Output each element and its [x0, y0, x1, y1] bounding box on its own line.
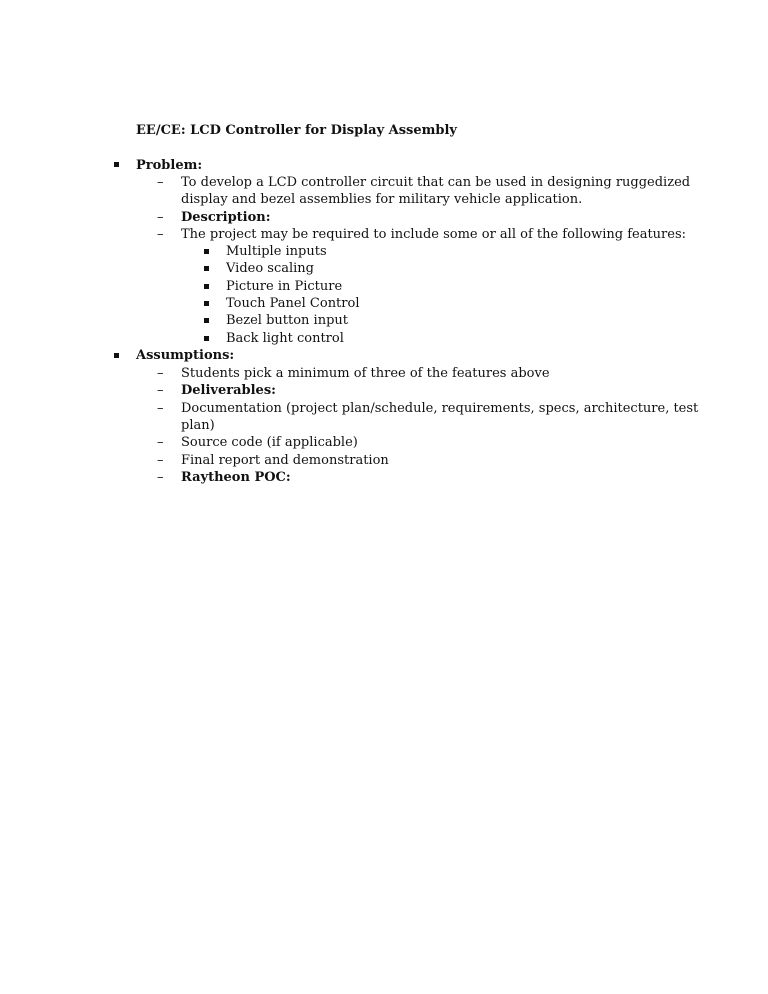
dash-marker: – — [157, 453, 164, 468]
dash-marker: – — [157, 435, 164, 450]
dash-marker: – — [157, 383, 164, 398]
bullet-square — [114, 353, 119, 358]
bullet-square — [204, 266, 209, 271]
assumptions-heading: Assumptions: — [136, 348, 235, 363]
problem-text-line-2: display and bezel assemblies for military vehicle application. — [181, 192, 583, 207]
problem-heading: Problem: — [136, 158, 203, 173]
feature-item: Multiple inputs — [226, 244, 327, 259]
feature-item: Bezel button input — [226, 313, 349, 328]
description-heading: Description: — [181, 210, 271, 225]
dash-marker: – — [157, 175, 164, 190]
assumptions-text: Students pick a minimum of three of the features above — [181, 366, 550, 381]
feature-item: Back light control — [226, 331, 344, 346]
document-title: EE/CE: LCD Controller for Display Assembly — [136, 123, 457, 138]
deliverables-heading: Deliverables: — [181, 383, 276, 398]
bullet-square — [204, 318, 209, 323]
dash-marker: – — [157, 366, 164, 381]
bullet-square — [204, 249, 209, 254]
feature-item: Picture in Picture — [226, 279, 343, 294]
dash-marker: – — [157, 470, 164, 485]
feature-item: Touch Panel Control — [226, 296, 360, 311]
description-intro: The project may be required to include some or all of the following features: — [181, 227, 687, 242]
feature-item: Video scaling — [226, 261, 315, 276]
bullet-square — [204, 284, 209, 289]
bullet-square — [204, 336, 209, 341]
deliverable-item-continued: plan) — [181, 418, 215, 433]
deliverable-item: Source code (if applicable) — [181, 435, 358, 450]
deliverable-item: Documentation (project plan/schedule, requirements, specs, architecture, test — [181, 401, 699, 416]
problem-text-line-1: To develop a LCD controller circuit that can be used in designing ruggedized — [181, 175, 691, 190]
bullet-square — [114, 162, 119, 167]
dash-marker: – — [157, 210, 164, 225]
dash-marker: – — [157, 401, 164, 416]
deliverable-item: Final report and demonstration — [181, 453, 389, 468]
dash-marker: – — [157, 227, 164, 242]
poc-heading: Raytheon POC: — [181, 470, 291, 485]
bullet-square — [204, 301, 209, 306]
